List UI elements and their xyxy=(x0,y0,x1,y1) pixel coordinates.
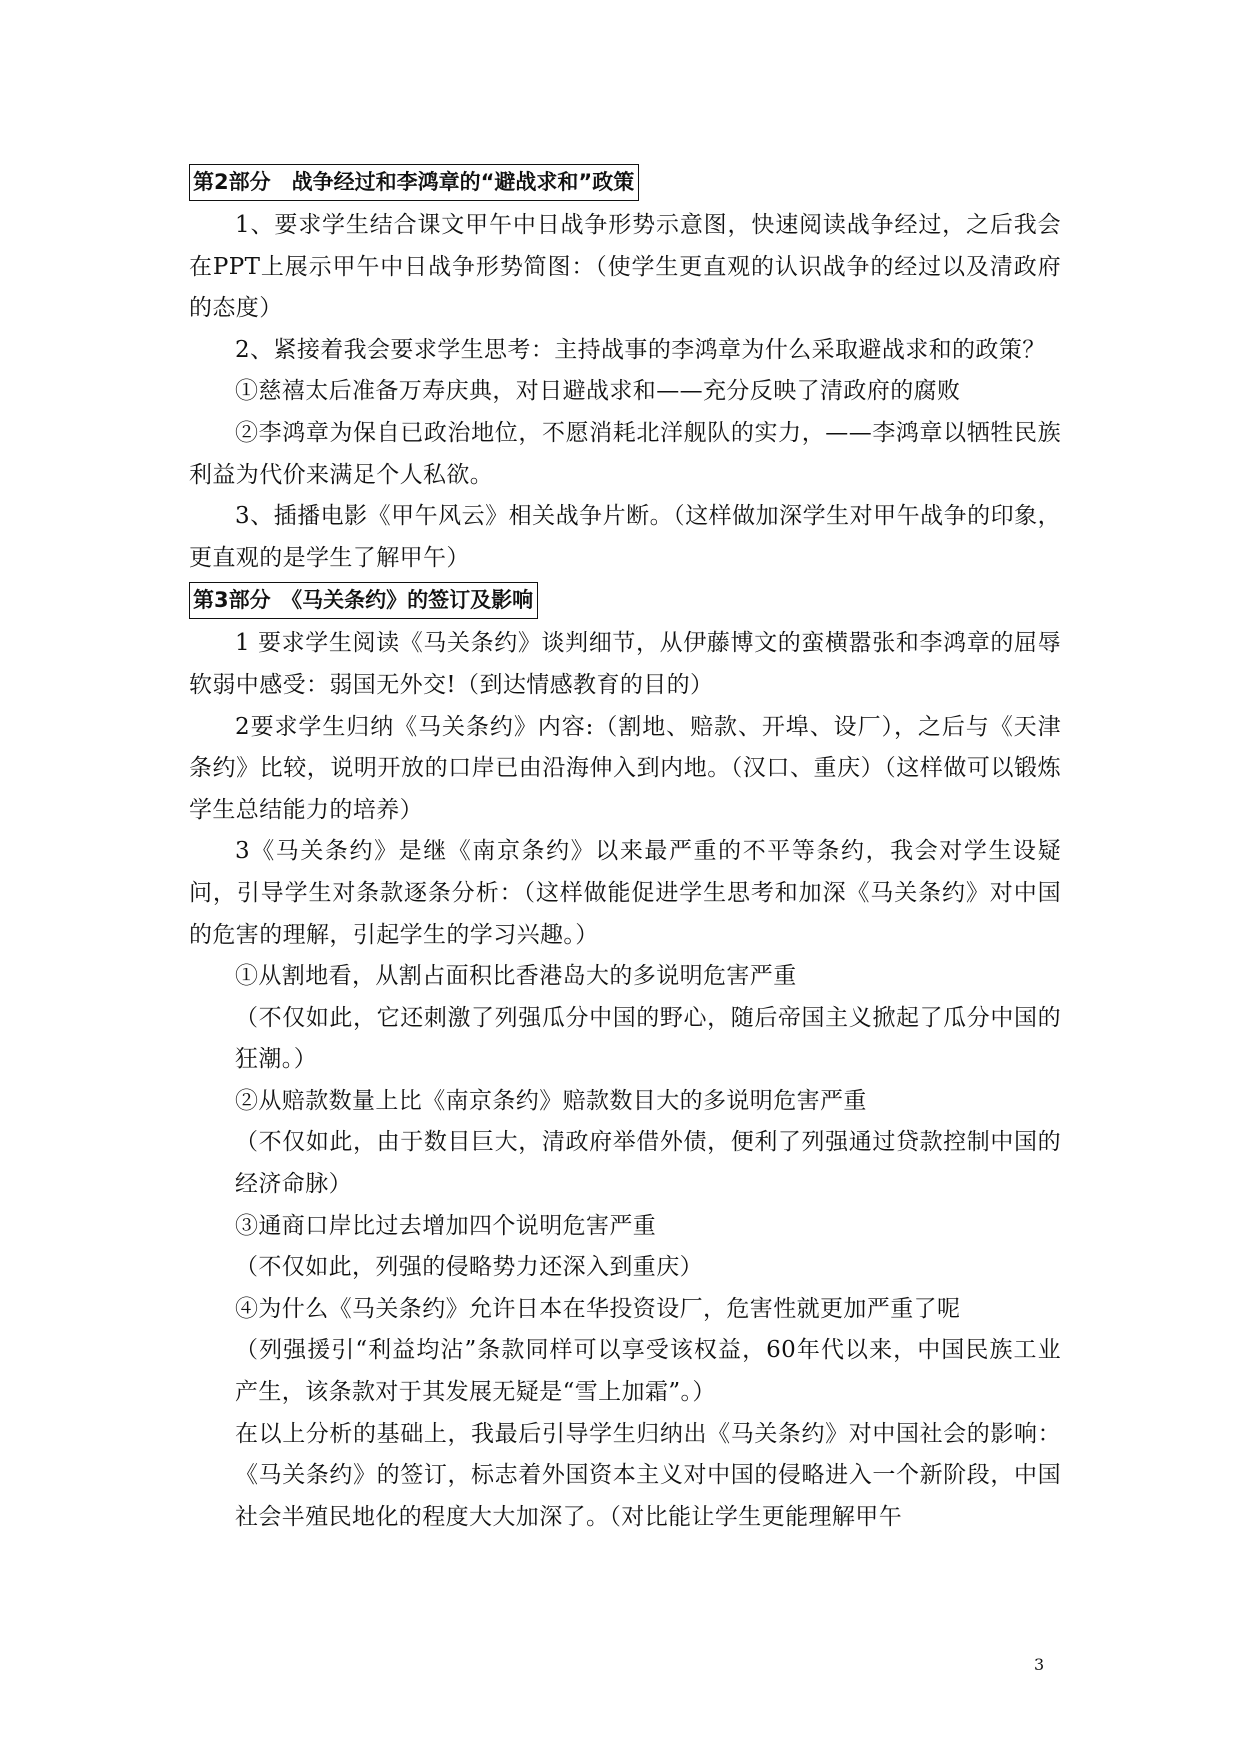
analysis-item-4-note: （列强援引“利益均沾”条款同样可以享受该权益，60年代以来，中国民族工业产生，该条款对于其发展无疑是“雪上加霜”。） xyxy=(235,1337,1061,1406)
page-content xyxy=(189,161,1061,1538)
section-2-paragraph-3: 3、插播电影《甲午风云》相关战争片断。（这样做加深学生对甲午战争的印象，更直观的是学生了解甲午） xyxy=(189,503,1061,571)
page-number: 3 xyxy=(1034,1655,1045,1674)
section-3-conclusion: 在以上分析的基础上，我最后引导学生归纳出《马关条约》对中国社会的影响：《马关条约》的签订，标志着外国资本主义对中国的侵略进入一个新阶段，中国社会半殖民地化的程度大大加深了。（对比能让学生更能理解甲午 xyxy=(235,1420,1061,1530)
section-2-heading: 第2部分 战争经过和李鸿章的“避战求和”政策 xyxy=(189,164,639,201)
analysis-item-1: ①从割地看，从割占面积比香港岛大的多说明危害严重 xyxy=(235,963,797,990)
section-3-paragraph-1: 1 要求学生阅读《马关条约》谈判细节，从伊藤博文的蛮横嚣张和李鸿章的屈辱软弱中感受：弱国无外交!（到达情感教育的目的） xyxy=(189,630,1061,698)
analysis-item-2-note: （不仅如此，由于数目巨大，清政府举借外债，便利了列强通过贷款控制中国的经济命脉） xyxy=(235,1129,1061,1198)
section-3-heading: 第3部分 《马关条约》的签订及影响 xyxy=(189,582,538,619)
section-3-paragraph-3: 3《马关条约》是继《南京条约》以来最严重的不平等条约，我会对学生设疑问，引导学生对条款逐条分析：（这样做能促进学生思考和加深《马关条约》对中国的危害的理解，引起学生的学习兴趣。） xyxy=(189,838,1061,948)
analysis-item-4: ④为什么《马关条约》允许日本在华投资设厂，危害性就更加严重了呢 xyxy=(235,1295,961,1322)
section-2-reason-1: ①慈禧太后准备万寿庆典，对日避战求和——充分反映了清政府的腐败 xyxy=(235,378,961,405)
section-2-paragraph-1: 1、要求学生结合课文甲午中日战争形势示意图，快速阅读战争经过，之后我会在PPT上展示甲午中日战争形势简图：（使学生更直观的认识战争的经过以及清政府的态度） xyxy=(189,212,1061,322)
section-2-paragraph-2: 2、紧接着我会要求学生思考：主持战事的李鸿章为什么采取避战求和的政策？ xyxy=(235,336,1046,363)
analysis-item-3-note: （不仅如此，列强的侵略势力还深入到重庆） xyxy=(235,1254,703,1281)
analysis-item-1-note: （不仅如此，它还刺激了列强瓜分中国的野心，随后帝国主义掀起了瓜分中国的狂潮。） xyxy=(235,1004,1061,1073)
analysis-item-2: ②从赔款数量上比《南京条约》赔款数目大的多说明危害严重 xyxy=(235,1087,867,1114)
section-3-paragraph-2: 2要求学生归纳《马关条约》内容:（割地、赔款、开埠、设厂），之后与《天津条约》比较，说明开放的口岸已由沿海伸入到内地。（汉口、重庆）（这样做可以锻炼学生总结能力的培养） xyxy=(189,713,1061,823)
analysis-item-3: ③通商口岸比过去增加四个说明危害严重 xyxy=(235,1212,657,1239)
section-2-reason-2: ②李鸿章为保自已政治地位，不愿消耗北洋舰队的实力，——李鸿章以牺牲民族利益为代价来满足个人私欲。 xyxy=(189,419,1061,488)
